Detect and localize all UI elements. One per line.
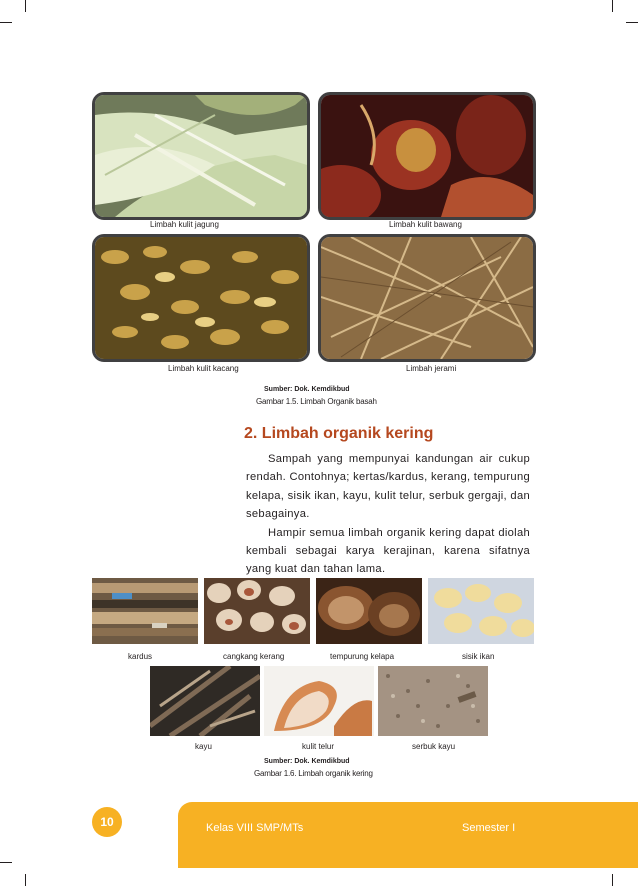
crop-mark <box>0 862 12 863</box>
figure-title: Gambar 1.6. Limbah organik kering <box>254 769 373 778</box>
footer-semester-label: Semester I <box>462 822 516 834</box>
onion-skin-photo <box>318 92 536 220</box>
figure-source: Sumber: Dok. Kemdikbud <box>264 758 350 765</box>
crop-mark <box>626 22 638 23</box>
caption-cardboard: kardus <box>128 652 153 661</box>
cardboard-photo <box>92 578 198 644</box>
caption-corn-husk: Limbah kulit jagung <box>150 220 219 229</box>
caption-sawdust: serbuk kayu <box>412 742 456 751</box>
caption-fish-scale: sisik ikan <box>462 652 495 661</box>
figure-title: Gambar 1.5. Limbah Organik basah <box>256 397 377 406</box>
caption-eggshell: kulit telur <box>302 742 335 751</box>
corn-husk-photo <box>92 92 310 220</box>
eggshell-photo <box>264 666 374 736</box>
crop-mark <box>0 22 12 23</box>
caption-straw: Limbah jerami <box>406 364 457 373</box>
crop-mark <box>25 874 26 886</box>
peanut-shell-photo <box>92 234 310 362</box>
footer-band <box>178 802 638 868</box>
section-heading: 2. Limbah organik kering <box>244 425 434 442</box>
shell-photo <box>204 578 310 644</box>
wood-photo <box>150 666 260 736</box>
figure-source: Sumber: Dok. Kemdikbud <box>264 386 350 393</box>
caption-coconut-shell: tempurung kelapa <box>330 652 395 661</box>
fish-scale-photo <box>428 578 534 644</box>
straw-photo <box>318 234 536 362</box>
caption-onion-skin: Limbah kulit bawang <box>389 220 462 229</box>
paragraph: Hampir semua limbah organik kering dapat diolah kembali sebagai karya kerajinan, karena sifatnya yang kuat dan tahan lama. <box>246 526 530 576</box>
crop-mark <box>25 0 26 12</box>
crop-mark <box>612 0 613 12</box>
crop-mark <box>612 874 613 886</box>
section-body <box>246 450 530 579</box>
caption-wood: kayu <box>195 742 212 751</box>
footer-class-label: Kelas VIII SMP/MTs <box>206 822 304 834</box>
sawdust-photo <box>378 666 488 736</box>
page-number: 10 <box>92 807 122 837</box>
caption-shell: cangkang kerang <box>223 652 285 661</box>
coconut-shell-photo <box>316 578 422 644</box>
caption-peanut-shell: Limbah kulit kacang <box>168 364 239 373</box>
paragraph: Sampah yang mempunyai kandungan air cukup rendah. Contohnya; kertas/kardus, kerang, tempurung kelapa, sisik ikan, kayu, kulit telur, serbuk gergaji, dan sebagainya. <box>246 453 530 521</box>
